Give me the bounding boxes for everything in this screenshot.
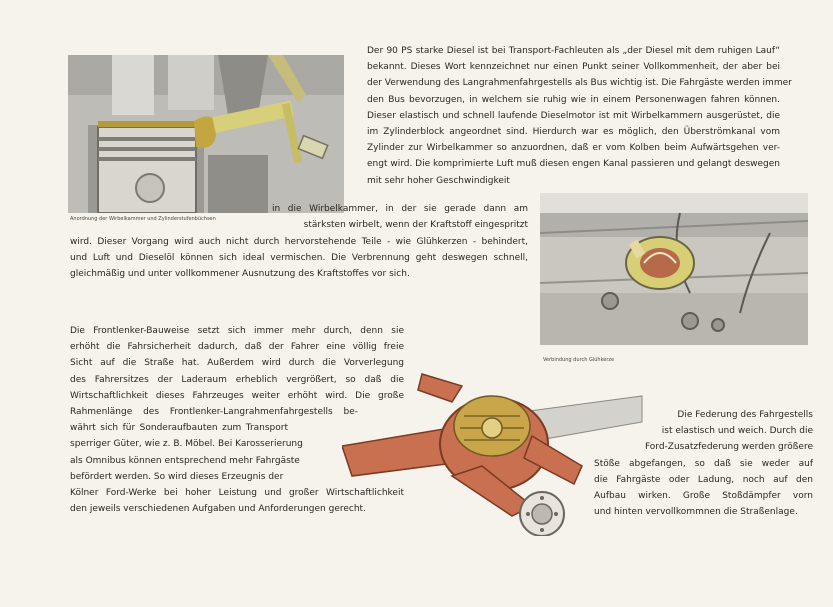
text-line: erhöht die Fahrsicherheit dadurch, daß der Fahrer eine völlig freie xyxy=(70,342,404,353)
text-line: in die Wirbelkammer, in der sie gerade dann am xyxy=(272,204,528,214)
text-line: Sicht auf die Straße hat. Außerdem wird durch die Vorverlegung xyxy=(70,358,404,369)
text-line: währt sich für Sonderaufbauten zum Transport xyxy=(70,423,288,434)
text-line: die Fahrgäste oder Ladung, noch auf den xyxy=(594,474,813,485)
text-line: engt wird. Die komprimierte Luft muß diesen engen Kanal passieren und gelangt deswegen xyxy=(367,159,781,170)
text-line: stärksten wirbelt, wenn der Kraftstoff eingespritzt xyxy=(303,220,528,231)
text-line: Wirtschaftlichkeit dieses Fahrzeuges weiter erhöht wird. Die große xyxy=(70,390,404,401)
text-line: Dieser elastisch und schnell laufende Dieselmotor ist mit Wirbelkammern ausgerüstet, die xyxy=(367,110,780,121)
engine-figure-caption: Anordnung der Wirbelkammer und Zylinderstufenbüchsen xyxy=(70,216,216,222)
diesel-paragraph-middle xyxy=(272,201,528,233)
text-line: gleichmäßig und unter vollkommener Ausnutzung des Kraftstoffes vor sich. xyxy=(70,269,410,280)
text-line: bekannt. Dieses Wort kennzeichnet nur einen Punkt seiner Vollkommenheit, der aber bei xyxy=(367,62,780,73)
text-line: Stöße abgefangen, so daß sie weder auf xyxy=(594,458,813,469)
text-line: den Bus bevorzugen, in welchem sie ruhig wie in einem Personenwagen fahren können. xyxy=(367,94,780,105)
suspension-paragraph xyxy=(594,407,813,520)
text-line: mit sehr hoher Geschwindigkeit xyxy=(367,175,510,186)
text-line: des Fahrersitzes der Laderaum erheblich vergrößert, so daß die xyxy=(70,374,404,385)
glow-plug-figure-caption: Verbindung durch Glühkerze xyxy=(543,357,615,363)
diesel-paragraph-bottom xyxy=(70,234,528,283)
text-line: Rahmenlänge des Frontlenker-Langrahmenfahrgestells be- xyxy=(70,407,358,418)
text-line: Kölner Ford-Werke bei hoher Leistung und großer Wirtschaftlichkeit xyxy=(70,488,404,499)
text-line: und hinten vervollkommnen die Straßenlage. xyxy=(594,507,798,518)
text-line: der Verwendung des Langrahmenfahrgestells als Bus wichtig ist. Die Fahrgäste werden immer xyxy=(367,78,792,89)
text-line: und Luft und Dieselöl können sich ideal vermischen. Die Verbrennung geht deswegen schnell, xyxy=(70,253,528,264)
text-line: ist elastisch und weich. Durch die xyxy=(661,426,813,437)
text-line: sperriger Güter, wie z. B. Möbel. Bei Karosserierung xyxy=(70,439,303,450)
text-line: den jeweils verschiedenen Aufgaben und Anforderungen gerecht. xyxy=(70,504,366,515)
text-line: wird. Dieser Vorgang wird auch nicht durch hervorstehende Teile - wie Glühkerzen - behindert, xyxy=(70,237,528,247)
text-line: als Omnibus können entsprechend mehr Fahrgäste xyxy=(70,455,300,466)
engine-cutaway-illustration xyxy=(68,55,344,213)
text-line: Ford-Zusatzfederung werden größere xyxy=(644,442,813,453)
text-line: im Zylinderblock angeordnet sind. Hierdurch war es möglich, den Überströmkanal vom xyxy=(367,127,780,138)
text-line: Aufbau wirken. Große Stoßdämpfer vorn xyxy=(594,491,813,502)
text-line: Der 90 PS starke Diesel ist bei Transport-Fachleuten als „der Diesel mit dem ruhigen Lauf“ xyxy=(367,46,780,56)
text-line: Die Frontlenker-Bauweise setzt sich immer mehr durch, denn sie xyxy=(70,326,404,336)
glow-plug-illustration xyxy=(540,193,808,345)
text-line: Zylinder zur Wirbelkammer so anzuordnen, daß er vom Kolben beim Aufwärtsgehen ver- xyxy=(367,143,780,154)
text-line: Die Federung des Fahrgestells xyxy=(677,410,813,420)
text-line: befördert werden. So wird dieses Erzeugnis der xyxy=(70,471,284,482)
diesel-paragraph-top xyxy=(367,43,792,189)
